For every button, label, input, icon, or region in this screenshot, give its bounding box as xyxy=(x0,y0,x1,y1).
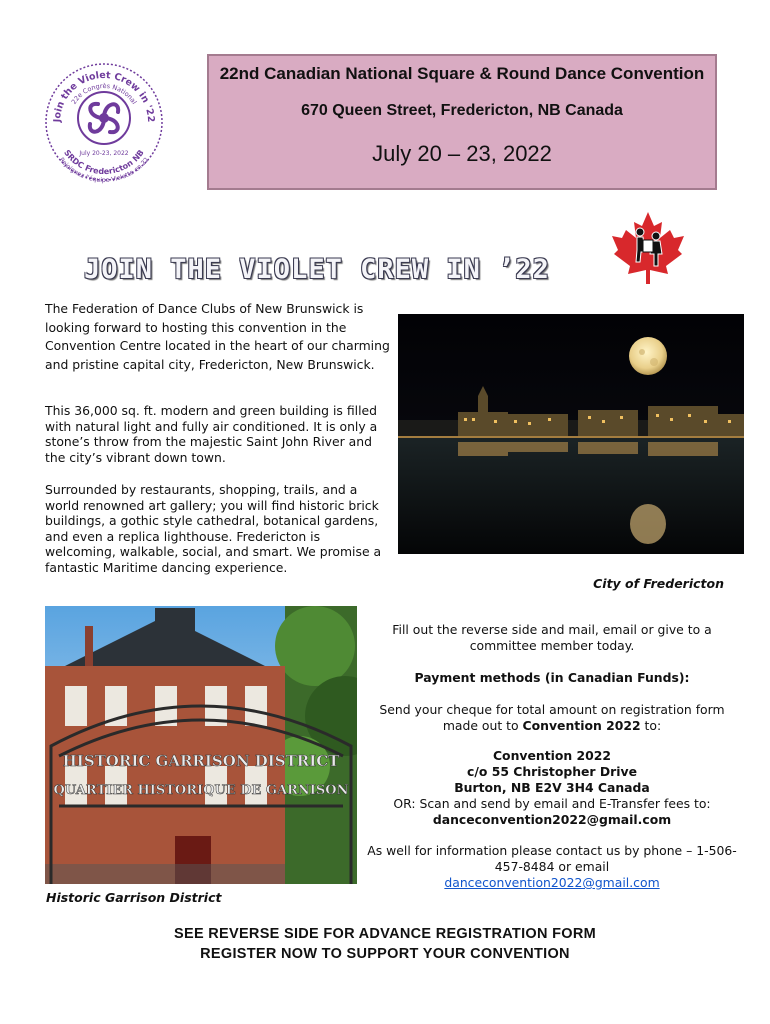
contact-email-link[interactable]: danceconvention2022@gmail.com xyxy=(444,875,660,890)
convention-address: 670 Queen Street, Fredericton, NB Canada xyxy=(301,102,623,119)
arch-text-line-1: HISTORIC GARRISON DISTRICT xyxy=(62,752,340,770)
address-line-2: c/o 55 Christopher Drive xyxy=(467,764,637,779)
maple-leaf-dancers-icon xyxy=(610,210,686,286)
garrison-district-photo xyxy=(45,606,357,884)
etransfer-email: danceconvention2022@gmail.com xyxy=(432,812,672,827)
intro-paragraph-2: This 36,000 sq. ft. modern and green building is filled with natural light and fully air conditioned. It is only a stone’s throw from the majestic Saint John River and the city’s vibrant down town. xyxy=(45,403,378,465)
logo-text-bottom: SRDC Fredericton NB xyxy=(62,148,146,177)
arch-text-line-2: QUARTIER HISTORIQUE DE GARNISON xyxy=(53,783,349,798)
payment-methods-heading: Payment methods (in Canadian Funds): xyxy=(414,670,690,685)
convention-title: 22nd Canadian National Square & Round Dance Convention xyxy=(219,64,705,83)
cheque-text: Send your cheque for total amount on registration form made out to xyxy=(379,702,725,733)
footer-line-2: REGISTER NOW TO SUPPORT YOUR CONVENTION xyxy=(200,946,570,962)
address-line-3: Burton, NB E2V 3H4 Canada xyxy=(454,780,650,795)
phone-text: As well for information please contact us by phone – 1-506-457-8484 or email xyxy=(367,843,737,874)
logo-text-top: Join the Violet Crew in '22 xyxy=(51,69,157,123)
city-photo-caption: City of Fredericton xyxy=(593,576,724,591)
logo-text-top2: 22e Congrès National xyxy=(69,81,139,106)
footer xyxy=(0,924,770,964)
mailing-address xyxy=(362,748,742,828)
cheque-payee: Convention 2022 xyxy=(522,718,641,733)
cheque-suffix: to: xyxy=(640,718,662,733)
headline: JOIN THE VIOLET CREW IN ’22 xyxy=(84,254,550,285)
logo-date: July 20-23, 2022 xyxy=(79,150,129,157)
garrison-photo-caption: Historic Garrison District xyxy=(46,890,222,905)
intro-paragraph-1: The Federation of Dance Clubs of New Brunswick is looking forward to hosting this convention in the Convention Centre located in the heart of our charming and pristine capital city, Fredericton, New Brunswick. xyxy=(45,301,390,372)
fredericton-night-photo xyxy=(398,314,744,554)
address-line-1: Convention 2022 xyxy=(492,748,612,763)
logo-text-bottom2: Rejoignez l'équipe Violette en 22 xyxy=(57,156,151,184)
footer-line-1: SEE REVERSE SIDE FOR ADVANCE REGISTRATION FORM xyxy=(174,926,596,942)
intro-paragraph-3: Surrounded by restaurants, shopping, trails, and a world renowned art gallery; you will find historic brick buildings, a gothic style cathedral, botanical gardens, and even a replica lighthouse. Fredericton is welcoming, walkable, social, and smart. We promise a fantastic Maritime dancing experience. xyxy=(45,482,382,575)
convention-dates: July 20 – 23, 2022 xyxy=(372,141,552,166)
contact-info xyxy=(362,843,742,891)
cheque-instructions xyxy=(362,702,742,734)
convention-logo xyxy=(42,60,166,184)
header-box xyxy=(207,54,717,190)
etransfer-text: OR: Scan and send by email and E-Transfer fees to: xyxy=(393,796,711,811)
fill-out-instructions: Fill out the reverse side and mail, email or give to a committee member today. xyxy=(392,622,712,653)
